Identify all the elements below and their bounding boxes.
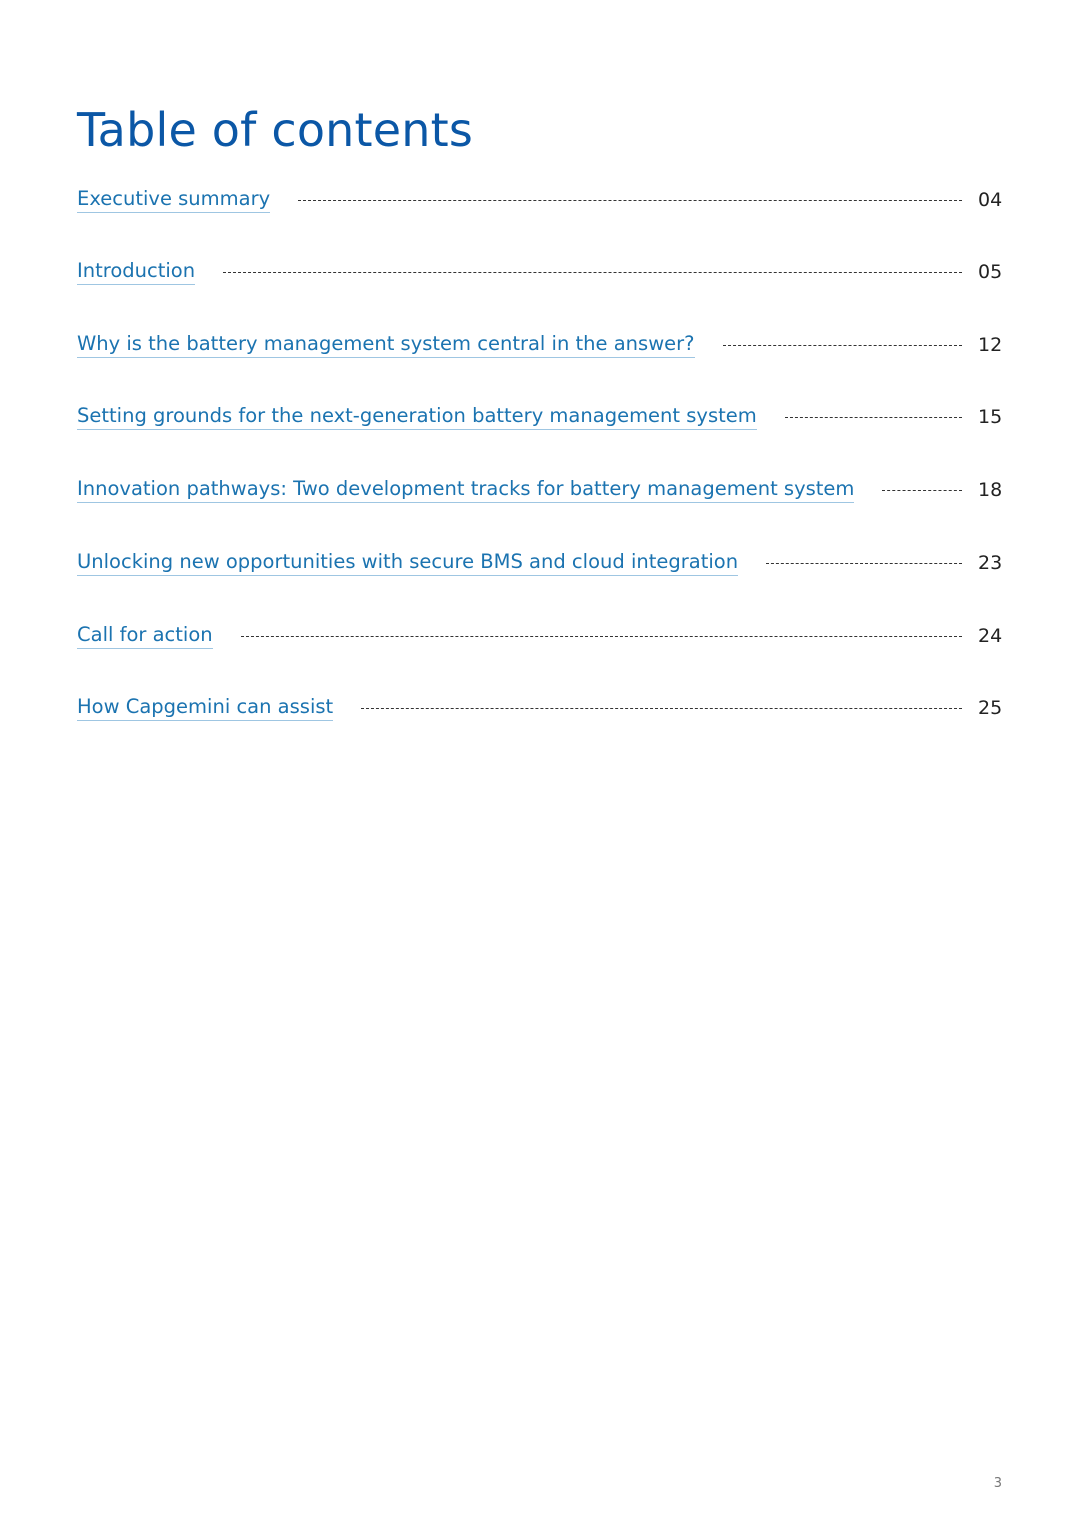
toc-link[interactable]: Unlocking new opportunities with secure BMS and cloud integration (77, 550, 738, 576)
toc-entry-next-generation-bms (77, 397, 1002, 437)
dotted-leader (298, 200, 962, 201)
page-title: Table of contents (77, 103, 474, 157)
toc-entry-innovation-pathways (77, 470, 1002, 510)
dotted-leader (223, 272, 962, 273)
toc-page-number: 15 (978, 406, 1003, 428)
toc-link[interactable]: Setting grounds for the next-generation battery management system (77, 404, 757, 430)
toc-page-number: 25 (978, 697, 1003, 719)
toc-page-number: 05 (978, 261, 1003, 283)
page-number: 3 (993, 1476, 1002, 1491)
toc-page-number: 24 (978, 625, 1003, 647)
dotted-leader (361, 708, 962, 709)
toc-entry-call-for-action (77, 616, 1002, 656)
toc-entry-bms-central (77, 325, 1002, 365)
toc-link[interactable]: Why is the battery management system central in the answer? (77, 332, 695, 358)
dotted-leader (766, 563, 962, 564)
toc-entry-executive-summary (77, 180, 1002, 220)
toc-link[interactable]: Introduction (77, 259, 195, 285)
toc-page-number: 12 (978, 334, 1003, 356)
dotted-leader (241, 636, 962, 637)
toc-link[interactable]: Executive summary (77, 187, 270, 213)
dotted-leader (882, 490, 962, 491)
toc-entry-capgemini-assist (77, 688, 1002, 728)
toc-link[interactable]: How Capgemini can assist (77, 695, 333, 721)
toc-page-number: 23 (978, 552, 1003, 574)
toc-page-number: 18 (978, 479, 1003, 501)
toc-page-number: 04 (978, 189, 1003, 211)
dotted-leader (785, 417, 962, 418)
toc-link[interactable]: Innovation pathways: Two development tracks for battery management system (77, 477, 854, 503)
toc-entry-introduction (77, 252, 1002, 292)
toc-link[interactable]: Call for action (77, 623, 213, 649)
toc-entry-secure-bms-cloud (77, 543, 1002, 583)
dotted-leader (723, 345, 962, 346)
